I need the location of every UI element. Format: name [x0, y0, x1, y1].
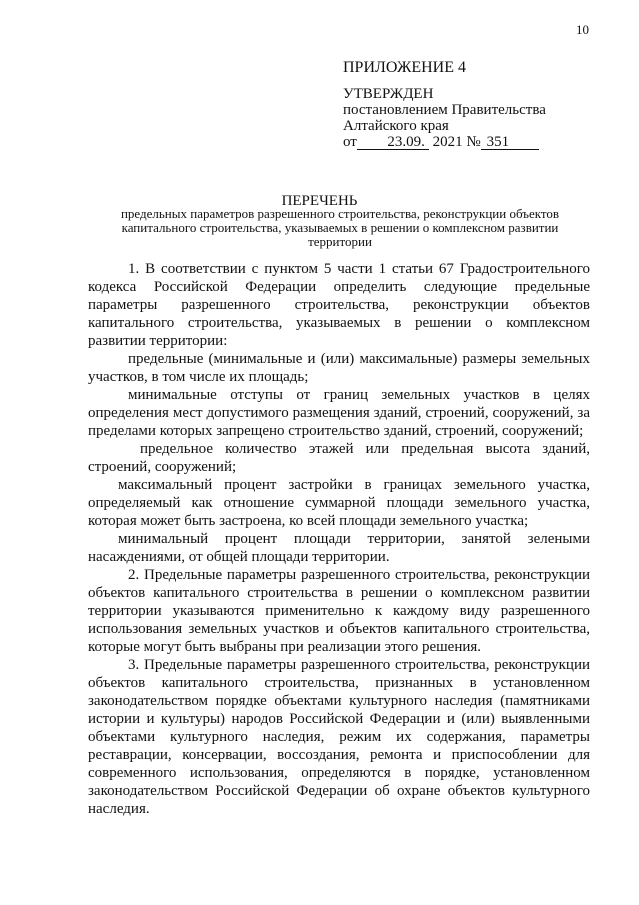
paragraph-8: 3. Предельные параметры разрешенного строительства, реконструкции объектов капитального строительства, признанных в установленном законодательством порядке объектами культурного наследия (памятниками истории и культуры) народов Российской Федерации и (или) выявленными объектами культурного наследия, режим их содержания, параметры реставрации, консервации, воссоздания, ремонта и приспособлении для современного использования, определяются в порядке, установленном законодательством Российской Федерации об охране объектов культурного наследия.	[88, 657, 590, 817]
paragraph-5: максимальный процент застройки в границах земельного участка, определяемый как отношение суммарной площади земельного участка, которая может быть застроена, ко всей площади земельного участка;	[88, 477, 590, 529]
paragraph-6: минимальный процент площади территории, занятой зелеными насаждениями, от общей площади территории.	[88, 531, 590, 565]
approval-block	[343, 60, 546, 150]
document-body	[88, 260, 590, 818]
date-year: 2021 №	[432, 134, 481, 150]
paragraph-4: предельное количество этажей или предельная высота зданий, строений, сооружений;	[88, 441, 590, 475]
appendix-title: ПРИЛОЖЕНИЕ 4	[343, 59, 467, 76]
page-number: 10	[576, 22, 589, 37]
document-title: ПЕРЕЧЕНЬ	[281, 193, 358, 209]
paragraph-3: минимальные отступы от границ земельных участков в целях определения мест допустимого размещения зданий, строений, сооружений, за пределами которых запрещено строительство зданий, строений, сооружений;	[88, 387, 590, 439]
document-subtitle: предельных параметров разрешенного строительства, реконструкции объектов капитального строительства, указываемых в решении о комплексном развитии территории	[120, 206, 560, 249]
date-prefix: от	[343, 134, 357, 150]
approval-line-2: Алтайского края	[343, 118, 449, 134]
date-day: 23.09.	[357, 135, 429, 150]
document-number: 351	[481, 135, 539, 150]
approved-label: УТВЕРЖДЕН	[343, 86, 434, 102]
approval-date-line	[343, 134, 546, 150]
paragraph-1: 1. В соответствии с пунктом 5 части 1 статьи 67 Градостроительного кодекса Российской Федерации определить следующие предельные параметры разрешенного строительства, реконструкции объектов капитального строительства, указываемых в решении о комплексном развитии территории:	[88, 261, 590, 349]
approval-line-1: постановлением Правительства	[343, 102, 546, 118]
paragraph-2: предельные (минимальные и (или) максимальные) размеры земельных участков, в том числе их площадь;	[88, 351, 590, 385]
paragraph-7: 2. Предельные параметры разрешенного строительства, реконструкции объектов капитального строительства в решении о комплексном развитии территории указываются применительно к каждому виду разрешенного использования земельных участков и объектов капитального строительства, которые могут быть выбраны при реализации этого решения.	[88, 567, 590, 655]
